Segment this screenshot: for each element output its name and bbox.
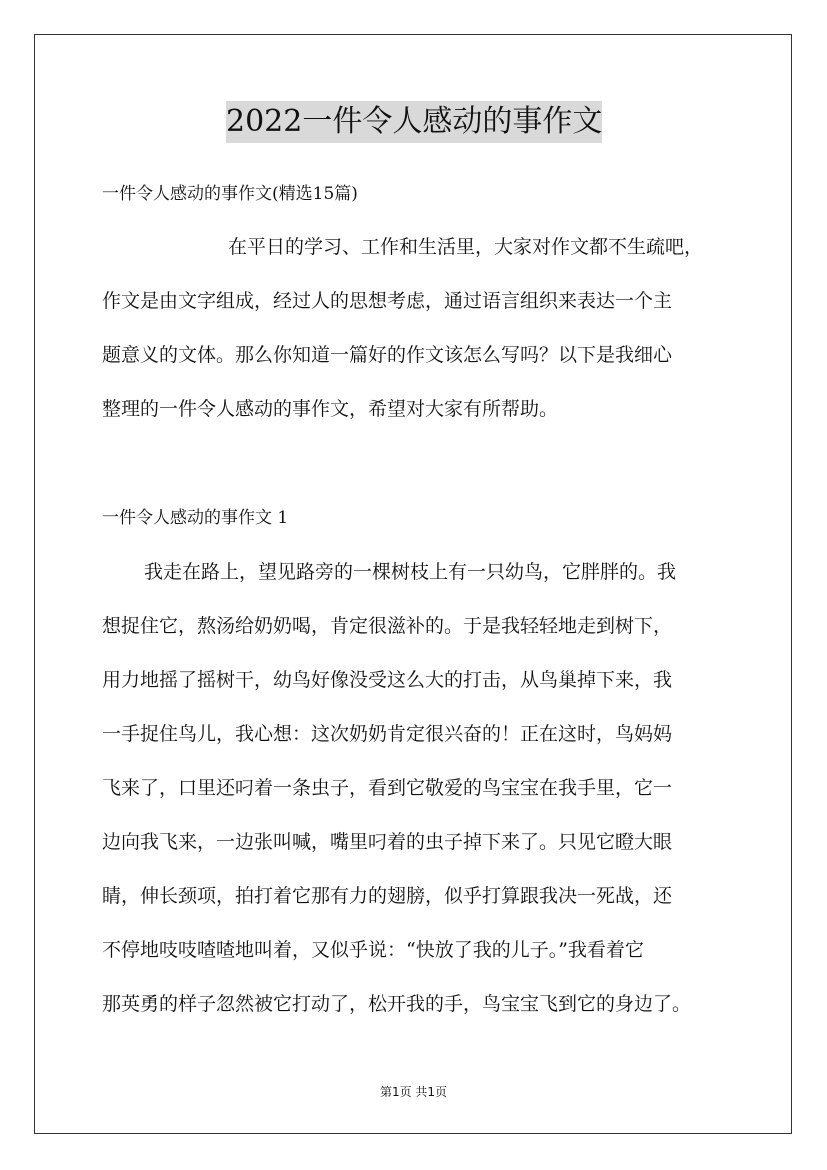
essay-1-paragraph <box>102 545 732 1031</box>
document-title: 2022一件令人感动的事作文 <box>226 101 602 143</box>
document-subtitle: 一件令人感动的事作文(精选15篇) <box>102 184 358 204</box>
intro-paragraph <box>102 220 732 436</box>
intro-line: 题意义的文体。那么你知道一篇好的作文该怎么写吗？以下是我细心 <box>102 344 673 366</box>
essay-1-heading: 一件令人感动的事作文 1 <box>102 508 289 528</box>
essay-line: 用力地摇了摇树干，幼鸟好像没受这么大的打击，从鸟巢掉下来，我 <box>102 669 673 691</box>
intro-line: 作文是由文字组成，经过人的思想考虑，通过语言组织来表达一个主 <box>102 290 673 312</box>
intro-line: 在平日的学习、工作和生活里，大家对作文都不生疏吧， <box>228 236 704 258</box>
essay-line: 我走在路上，望见路旁的一棵树枝上有一只幼鸟，它胖胖的。我 <box>144 561 677 583</box>
essay-line: 想捉住它，熬汤给奶奶喝，肯定很滋补的。于是我轻轻地走到树下， <box>102 615 673 637</box>
essay-line: 边向我飞来，一边张叫喊，嘴里叼着的虫子掉下来了。只见它瞪大眼 <box>102 831 673 853</box>
essay-line: 一手捉住鸟儿，我心想：这次奶奶肯定很兴奋的！正在这时，鸟妈妈 <box>102 723 673 745</box>
page-footer: 第1页 共1页 <box>379 1085 448 1099</box>
intro-line: 整理的一件令人感动的事作文，希望对大家有所帮助。 <box>102 398 559 420</box>
essay-line: 飞来了，口里还叼着一条虫子，看到它敬爱的鸟宝宝在我手里，它一 <box>102 777 673 799</box>
essay-line: 那英勇的样子忽然被它打动了，松开我的手，鸟宝宝飞到它的身边了。 <box>102 993 692 1015</box>
essay-line: 不停地吱吱喳喳地叫着，又似乎说：“快放了我的儿子。”我看着它 <box>102 939 644 961</box>
essay-line: 睛，伸长颈项，拍打着它那有力的翅膀，似乎打算跟我决一死战，还 <box>102 885 673 907</box>
